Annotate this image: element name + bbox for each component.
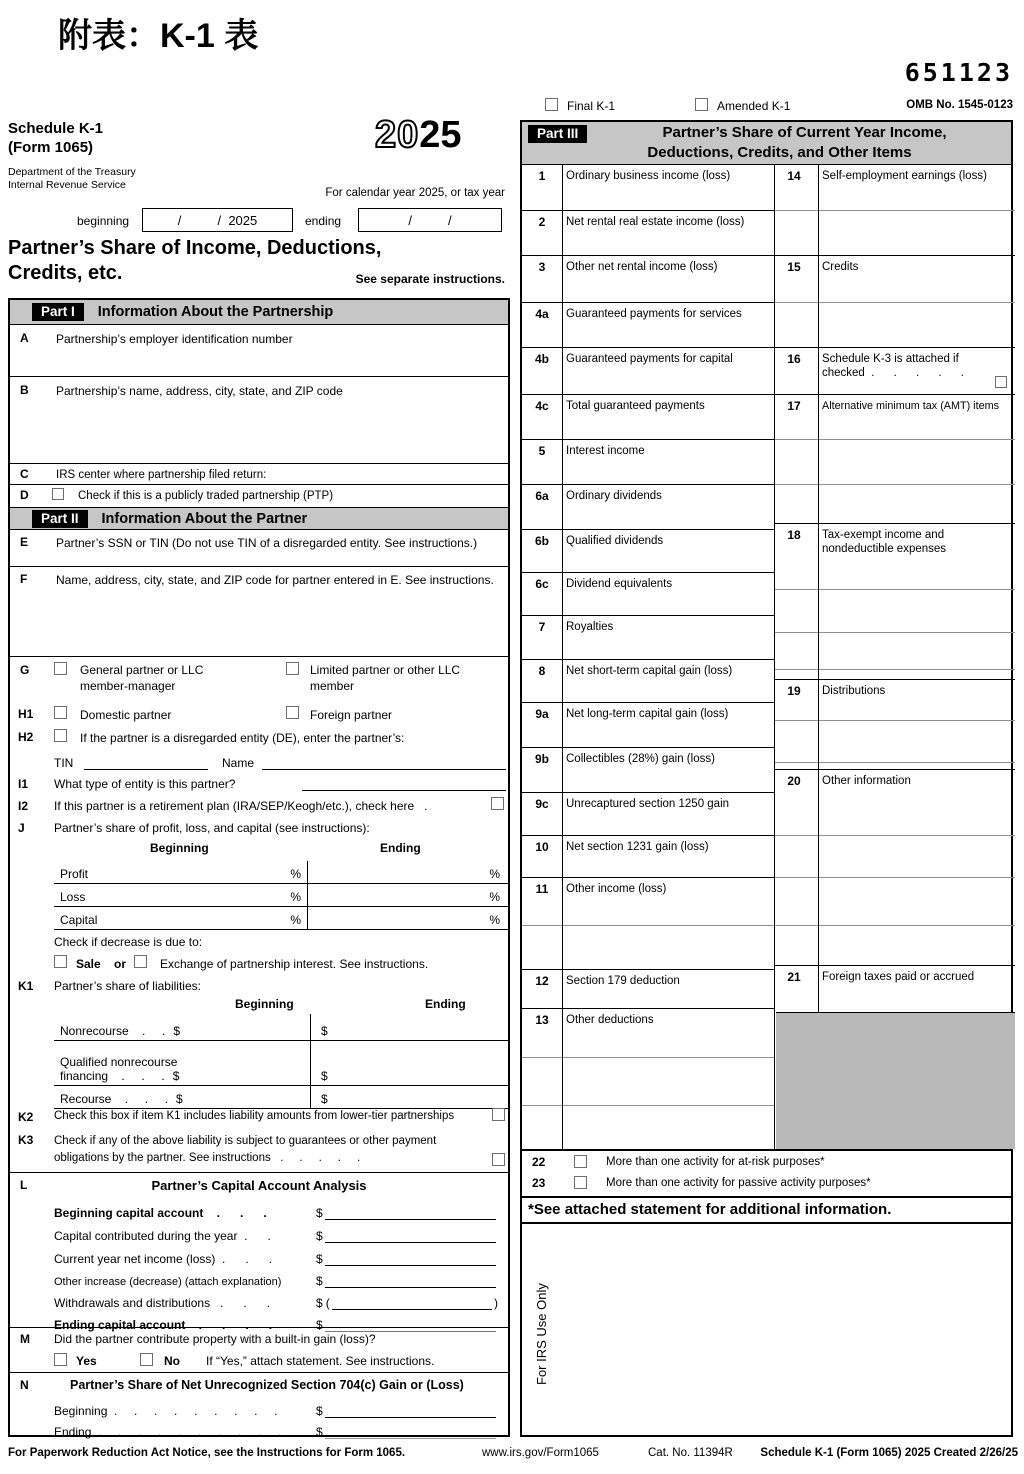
exchange-label: Exchange of partnership interest. See instructions. bbox=[160, 957, 429, 971]
item-number: 7 bbox=[538, 620, 546, 634]
beginning-capital-label: Beginning capital account . . . bbox=[54, 1206, 267, 1220]
ending-capital-label: Ending capital account . . . . bbox=[54, 1318, 273, 1332]
item-number: 14 bbox=[787, 169, 801, 183]
item-label: Net section 1231 gain (loss) bbox=[566, 841, 709, 853]
part3-item-20[interactable] bbox=[774, 769, 1015, 965]
divider-line bbox=[774, 835, 1015, 836]
qualified-nonrecourse-label-line1: Qualified nonrecourse bbox=[60, 1055, 178, 1069]
field-h2-label: If the partner is a disregarded entity (DE), enter the partner’s: bbox=[80, 731, 405, 745]
blank-field[interactable] bbox=[325, 1207, 496, 1220]
field-n-letter: N bbox=[20, 1378, 29, 1392]
dollar-sign: $ bbox=[321, 1069, 328, 1083]
item-label: Unrecaptured section 1250 gain bbox=[566, 798, 730, 810]
field-b-letter: B bbox=[20, 383, 29, 397]
field-c-row[interactable] bbox=[10, 464, 508, 485]
dollar-sign: $ bbox=[173, 1024, 181, 1038]
schedule-title: Schedule K-1 bbox=[8, 120, 104, 137]
item-label: Total guaranteed payments bbox=[566, 400, 705, 412]
no-label: No bbox=[164, 1354, 180, 1368]
current-year-income-label: Current year net income (loss) . . . bbox=[54, 1252, 273, 1266]
omb-number: OMB No. 1545-0123 bbox=[906, 99, 1013, 111]
form-code-number: 651123 bbox=[904, 58, 1013, 87]
item-number: 6a bbox=[535, 489, 549, 503]
item-label: Other information bbox=[822, 775, 911, 787]
j-beginning-header: Beginning bbox=[150, 841, 209, 855]
item-label: Qualified dividends bbox=[566, 535, 664, 547]
field-a-letter: A bbox=[20, 331, 29, 345]
percent-sign: % bbox=[489, 890, 500, 904]
section-704c-section bbox=[10, 1372, 508, 1437]
guarantees-checkbox[interactable] bbox=[492, 1153, 505, 1166]
part3-item-3[interactable] bbox=[522, 255, 774, 302]
item16-dots: checked . . . . . bbox=[822, 366, 964, 379]
item-number: 4b bbox=[534, 352, 549, 366]
item-label: Other net rental income (loss) bbox=[566, 261, 718, 273]
yes-label: Yes bbox=[76, 1354, 97, 1368]
qualified-nonrecourse-row[interactable] bbox=[54, 1041, 508, 1086]
tin-blank-field[interactable] bbox=[84, 769, 208, 770]
item-number: 1 bbox=[538, 169, 546, 183]
at-risk-checkbox[interactable] bbox=[574, 1155, 587, 1168]
item-label: Collectibles (28%) gain (loss) bbox=[566, 753, 715, 765]
k1-beginning-header: Beginning bbox=[235, 997, 294, 1011]
part3-item-8[interactable] bbox=[522, 659, 774, 702]
item-number: 10 bbox=[535, 840, 549, 854]
item-number: 15 bbox=[787, 260, 801, 274]
main-title-line1: Partner’s Share of Income, Deductions, bbox=[8, 237, 382, 259]
field-c-label: IRS center where partnership filed return: bbox=[56, 469, 267, 481]
capital-label: Capital bbox=[60, 913, 98, 927]
paren-open: ( bbox=[325, 1296, 330, 1310]
part3-item-12[interactable] bbox=[522, 969, 774, 1008]
dollar-sign: $ bbox=[176, 1092, 183, 1106]
item-label: Royalties bbox=[566, 621, 614, 633]
capital-account-section bbox=[10, 1172, 508, 1332]
part2-title: Information About the Partner bbox=[101, 510, 308, 527]
704c-beginning-row[interactable] bbox=[54, 1398, 498, 1418]
item-number: 21 bbox=[787, 970, 801, 984]
foreign-partner-label: Foreign partner bbox=[310, 708, 393, 722]
704c-ending-row[interactable] bbox=[54, 1419, 498, 1439]
item-number: 2 bbox=[538, 215, 546, 229]
field-l-letter: L bbox=[20, 1178, 28, 1192]
field-b-row[interactable] bbox=[10, 377, 508, 464]
domestic-partner-label: Domestic partner bbox=[80, 708, 172, 722]
part3-item-19[interactable] bbox=[774, 679, 1015, 769]
divider-line bbox=[774, 165, 775, 1149]
ending-date-box[interactable]: / / bbox=[358, 208, 502, 232]
blank-field[interactable] bbox=[325, 1275, 496, 1288]
qualified-nonrecourse-label-line2: financing . . . bbox=[60, 1069, 165, 1083]
profit-row[interactable] bbox=[54, 861, 508, 884]
field-m-letter: M bbox=[20, 1332, 30, 1346]
field-h2-letter: H2 bbox=[18, 730, 34, 744]
dollar-sign: $ bbox=[172, 1069, 180, 1083]
part3-title-line2: Deductions, Credits, and Other Items bbox=[647, 144, 912, 161]
divider-line bbox=[774, 589, 1015, 590]
decrease-due-label: Check if decrease is due to: bbox=[54, 935, 203, 949]
item-number: 16 bbox=[787, 352, 801, 366]
dollar-sign: $ bbox=[316, 1425, 323, 1439]
exchange-checkbox[interactable] bbox=[134, 955, 147, 968]
tax-year bbox=[375, 114, 462, 157]
field-j-letter: J bbox=[18, 821, 25, 835]
part3-container bbox=[520, 120, 1013, 1437]
nonrecourse-label: Nonrecourse . . bbox=[60, 1024, 166, 1038]
item-number: 4c bbox=[535, 399, 549, 413]
item-label: Other deductions bbox=[566, 1014, 654, 1026]
item-label: Net short-term capital gain (loss) bbox=[566, 665, 733, 677]
field-c-letter: C bbox=[20, 467, 29, 481]
j-ending-header: Ending bbox=[380, 841, 421, 855]
parts-1-2-container bbox=[8, 298, 510, 1437]
ptp-checkbox[interactable] bbox=[52, 488, 64, 500]
field-d-letter: D bbox=[20, 488, 29, 502]
dollar-sign: $ bbox=[316, 1274, 323, 1288]
irs-use-only-label: For IRS Use Only bbox=[534, 1283, 549, 1385]
part3-row-22 bbox=[522, 1149, 1011, 1173]
other-increase-row[interactable] bbox=[54, 1268, 498, 1288]
profit-label: Profit bbox=[60, 867, 89, 881]
divider-line bbox=[774, 484, 1015, 485]
part1-header-bar bbox=[10, 300, 508, 325]
nonrecourse-row[interactable] bbox=[54, 1014, 508, 1041]
divider-line bbox=[774, 302, 1015, 303]
field-i1-label: What type of entity is this partner? bbox=[54, 777, 236, 791]
beginning-date-box[interactable]: / / 2025 bbox=[142, 208, 293, 232]
irs-url: www.irs.gov/Form1065 bbox=[482, 1447, 599, 1459]
item-label: Ordinary business income (loss) bbox=[566, 170, 731, 182]
part3-item-17[interactable] bbox=[774, 394, 1015, 523]
part3-item-13[interactable] bbox=[522, 1008, 774, 1149]
item-label: Foreign taxes paid or accrued bbox=[822, 971, 975, 983]
item-label: Guaranteed payments for capital bbox=[566, 353, 733, 365]
at-risk-label: More than one activity for at-risk purposes* bbox=[606, 1156, 825, 1168]
field-k3-label: Check if any of the above liability is subject to guarantees or other payment obligations by the partner. See instructions . . . . . bbox=[54, 1135, 440, 1164]
capital-contributed-row[interactable] bbox=[54, 1223, 498, 1243]
loss-row[interactable] bbox=[54, 884, 508, 907]
part1-title: Information About the Partnership bbox=[97, 304, 334, 320]
divider-line bbox=[522, 1057, 774, 1058]
ending-label: ending bbox=[305, 214, 342, 228]
field-d-label: Check if this is a publicly traded partnership (PTP) bbox=[78, 490, 334, 502]
see-separate-instructions: See separate instructions. bbox=[355, 272, 505, 286]
item-label: Net rental real estate income (loss) bbox=[566, 216, 745, 228]
field-k2-letter: K2 bbox=[18, 1110, 34, 1124]
part3-item-11[interactable] bbox=[522, 877, 774, 969]
divider-line bbox=[774, 439, 1015, 440]
other-increase-label: Other increase (decrease) (attach explanation) bbox=[54, 1276, 282, 1288]
disregarded-entity-checkbox[interactable] bbox=[54, 729, 67, 742]
field-a-label: Partnership’s employer identification number bbox=[56, 332, 293, 346]
footer-form-id: Schedule K-1 (Form 1065) 2025 Created 2/26/25 bbox=[760, 1447, 1018, 1459]
item-label: Tax-exempt income and nondeductible expenses bbox=[822, 529, 947, 555]
paren-close: ) bbox=[494, 1296, 498, 1310]
part2-badge: Part II bbox=[32, 510, 88, 528]
passive-activity-checkbox[interactable] bbox=[574, 1176, 587, 1189]
lower-tier-checkbox[interactable] bbox=[492, 1108, 505, 1121]
divider-line bbox=[522, 1105, 774, 1106]
limited-partner-checkbox[interactable] bbox=[286, 662, 299, 675]
percent-sign: % bbox=[489, 867, 500, 881]
part3-item-4c[interactable] bbox=[522, 394, 774, 439]
field-k1-label: Partner’s share of liabilities: bbox=[54, 979, 201, 993]
dept-treasury: Department of the Treasury bbox=[8, 166, 136, 178]
divider-line bbox=[774, 877, 1015, 878]
item-number: 9b bbox=[534, 752, 549, 766]
dollar-sign: $ bbox=[321, 1092, 328, 1106]
field-k1-letter: K1 bbox=[18, 979, 34, 993]
field-d-row bbox=[10, 485, 508, 507]
item-label: Schedule K-3 is attached if checked . . . . . bbox=[822, 353, 964, 379]
form-number: (Form 1065) bbox=[8, 139, 94, 156]
part3-item-18[interactable] bbox=[774, 523, 1015, 679]
dollar-sign: $ bbox=[316, 1206, 323, 1220]
item-label: Section 179 deduction bbox=[566, 975, 680, 987]
item-number: 20 bbox=[787, 774, 801, 788]
dollar-sign: $ bbox=[316, 1296, 323, 1310]
item-number: 8 bbox=[538, 664, 546, 678]
sale-label: Sale bbox=[76, 957, 101, 971]
profit-loss-capital-table bbox=[54, 861, 508, 930]
chinese-page-title: 附表：K-1 表 bbox=[58, 17, 259, 55]
divider-line bbox=[774, 669, 1015, 670]
part3-item-6a[interactable] bbox=[522, 484, 774, 529]
see-attached-row bbox=[522, 1196, 1011, 1222]
limited-partner-label: Limited partner or other LLC member bbox=[310, 663, 461, 693]
irs-use-only-box bbox=[522, 1222, 1011, 1439]
if-yes-note: If “Yes,” attach statement. See instructions. bbox=[206, 1354, 435, 1368]
divider-line bbox=[774, 762, 1015, 763]
builtin-gain-yes-checkbox[interactable] bbox=[54, 1353, 67, 1366]
blank-field[interactable] bbox=[325, 1426, 496, 1439]
current-year-income-row[interactable] bbox=[54, 1246, 498, 1266]
part3-item-16[interactable] bbox=[774, 347, 1015, 394]
recourse-label: Recourse . . . bbox=[60, 1092, 169, 1106]
builtin-gain-no-checkbox[interactable] bbox=[140, 1353, 153, 1366]
item-number: 3 bbox=[538, 260, 546, 274]
name-blank-field[interactable] bbox=[262, 769, 506, 770]
part1-badge: Part I bbox=[32, 303, 84, 321]
item-number: 6c bbox=[535, 577, 549, 591]
beginning-label: beginning bbox=[77, 214, 130, 228]
field-a-row[interactable] bbox=[10, 325, 508, 377]
divider-line bbox=[774, 925, 1015, 926]
part3-item-2[interactable] bbox=[522, 210, 774, 255]
item-label: Distributions bbox=[822, 685, 886, 697]
part3-item-5[interactable] bbox=[522, 439, 774, 484]
item-number: 9c bbox=[535, 797, 549, 811]
field-k3-letter: K3 bbox=[18, 1133, 34, 1147]
built-in-gain-section bbox=[10, 1327, 508, 1372]
tin-label: TIN bbox=[54, 756, 74, 770]
dollar-sign: $ bbox=[316, 1229, 323, 1243]
item-number: 19 bbox=[787, 684, 801, 698]
part3-item-1[interactable] bbox=[522, 165, 774, 210]
amended-k1-label: Amended K-1 bbox=[717, 99, 791, 113]
fields-g-to-k3-section bbox=[10, 657, 508, 1172]
dollar-sign: $ bbox=[321, 1024, 328, 1038]
field-g-letter: G bbox=[20, 663, 30, 677]
percent-sign: % bbox=[290, 890, 301, 904]
shaded-unused-area bbox=[776, 1012, 1016, 1149]
704c-beginning-label: Beginning . . . . . . . . . bbox=[54, 1404, 278, 1418]
blank-field[interactable] bbox=[325, 1230, 496, 1243]
item-number: 9a bbox=[535, 707, 549, 721]
item-number: 23 bbox=[532, 1176, 546, 1190]
part3-item-9b[interactable] bbox=[522, 747, 774, 792]
domestic-partner-checkbox[interactable] bbox=[54, 706, 67, 719]
704c-ending-label: Ending . . . . . . . . . . bbox=[54, 1425, 282, 1439]
main-title-line2: Credits, etc. bbox=[8, 262, 123, 284]
dollar-sign: $ bbox=[316, 1404, 323, 1418]
part3-title-line1: Partner’s Share of Current Year Income, bbox=[662, 124, 947, 141]
dollar-sign: $ bbox=[316, 1252, 323, 1266]
foreign-partner-checkbox[interactable] bbox=[286, 706, 299, 719]
item-number: 5 bbox=[538, 444, 546, 458]
catalog-number: Cat. No. 11394R bbox=[648, 1447, 733, 1459]
part3-item-9a[interactable] bbox=[522, 702, 774, 747]
beginning-capital-row[interactable] bbox=[54, 1200, 498, 1220]
field-e-letter: E bbox=[20, 535, 29, 549]
liabilities-table bbox=[54, 1014, 508, 1109]
withdrawals-row[interactable] bbox=[54, 1290, 498, 1310]
item-label: Credits bbox=[822, 261, 859, 273]
section-704c-title: Partner’s Share of Net Unrecognized Section 704(c) Gain or (Loss) bbox=[70, 1378, 464, 1392]
item-label: Alternative minimum tax (AMT) items bbox=[822, 400, 999, 412]
field-j-label: Partner’s share of profit, loss, and capital (see instructions): bbox=[54, 821, 370, 835]
final-k1-label: Final K-1 bbox=[567, 99, 616, 113]
divider-line bbox=[818, 165, 819, 1012]
or-label: or bbox=[114, 957, 126, 971]
general-partner-checkbox[interactable] bbox=[54, 662, 67, 675]
passive-activity-label: More than one activity for passive activity purposes* bbox=[606, 1177, 871, 1189]
tax-year-bold: 25 bbox=[419, 114, 462, 156]
recourse-row[interactable] bbox=[54, 1086, 508, 1109]
item-number: 12 bbox=[535, 974, 549, 988]
item-number: 17 bbox=[787, 399, 801, 413]
item-label: Self-employment earnings (loss) bbox=[822, 170, 987, 182]
blank-field[interactable] bbox=[325, 1405, 496, 1418]
blank-field[interactable] bbox=[332, 1297, 492, 1310]
name-label: Name bbox=[222, 756, 255, 770]
capital-contributed-label: Capital contributed during the year . . bbox=[54, 1229, 271, 1243]
item-number: 6b bbox=[534, 534, 549, 548]
divider-line bbox=[774, 720, 1015, 721]
field-i2-label: If this partner is a retirement plan (IRA/SEP/Keogh/etc.), check here . bbox=[54, 799, 428, 813]
part3-item-21[interactable] bbox=[774, 965, 1015, 1012]
k1-ending-header: Ending bbox=[425, 997, 466, 1011]
item-label: Guaranteed payments for services bbox=[566, 308, 742, 320]
paperwork-reduction-notice: For Paperwork Reduction Act Notice, see the Instructions for Form 1065. bbox=[8, 1447, 406, 1459]
field-h1-letter: H1 bbox=[18, 707, 34, 721]
item-number: 4a bbox=[535, 307, 549, 321]
see-attached-statement: *See attached statement for additional information. bbox=[528, 1201, 892, 1218]
part3-item-4b[interactable] bbox=[522, 347, 774, 394]
schedule-k3-checkbox[interactable] bbox=[995, 376, 1007, 388]
part3-row-23 bbox=[522, 1173, 1011, 1196]
irs-label: Internal Revenue Service bbox=[8, 179, 126, 191]
calendar-year-line: For calendar year 2025, or tax year bbox=[325, 187, 505, 199]
field-b-label: Partnership’s name, address, city, state, and ZIP code bbox=[56, 384, 343, 398]
part3-item-10[interactable] bbox=[522, 835, 774, 877]
retirement-plan-checkbox[interactable] bbox=[491, 797, 504, 810]
final-k1-checkbox[interactable] bbox=[545, 98, 558, 111]
capital-row[interactable] bbox=[54, 907, 508, 930]
entity-type-blank-field[interactable] bbox=[302, 790, 506, 791]
field-i2-letter: I2 bbox=[18, 799, 29, 813]
part3-header-bar bbox=[522, 122, 1011, 165]
dollar-sign: $ bbox=[316, 1318, 323, 1332]
item-number: 13 bbox=[535, 1013, 549, 1027]
part3-item-6c[interactable] bbox=[522, 572, 774, 615]
item-label: Interest income bbox=[566, 445, 645, 457]
sale-checkbox[interactable] bbox=[54, 955, 67, 968]
item-number: 18 bbox=[787, 528, 801, 542]
capital-account-title: Partner’s Capital Account Analysis bbox=[151, 1178, 367, 1193]
divider-line bbox=[562, 165, 563, 1149]
part3-item-4a[interactable] bbox=[522, 302, 774, 347]
divider-line bbox=[522, 925, 774, 926]
part2-header-bar bbox=[10, 507, 508, 530]
amended-k1-checkbox[interactable] bbox=[695, 98, 708, 111]
field-k2-label: Check this box if item K1 includes liability amounts from lower-tier partnerships bbox=[54, 1110, 455, 1122]
field-f-row[interactable] bbox=[10, 567, 508, 657]
field-f-letter: F bbox=[20, 572, 28, 586]
percent-sign: % bbox=[290, 913, 301, 927]
item-label: Ordinary dividends bbox=[566, 490, 662, 502]
percent-sign: % bbox=[290, 867, 301, 881]
part3-item-15[interactable] bbox=[774, 255, 1015, 347]
item-number: 22 bbox=[532, 1155, 546, 1169]
item-number: 11 bbox=[535, 882, 549, 896]
field-e-label: Partner’s SSN or TIN (Do not use TIN of a disregarded entity. See instructions.) bbox=[56, 536, 478, 550]
item-label: Dividend equivalents bbox=[566, 578, 673, 590]
field-e-row[interactable] bbox=[10, 530, 508, 567]
withdrawals-label: Withdrawals and distributions . . . bbox=[54, 1296, 271, 1310]
blank-field[interactable] bbox=[325, 1253, 496, 1266]
general-partner-label: General partner or LLC member-manager bbox=[80, 663, 204, 693]
loss-label: Loss bbox=[60, 890, 86, 904]
field-m-label: Did the partner contribute property with a built-in gain (loss)? bbox=[54, 1332, 376, 1346]
item-label: Net long-term capital gain (loss) bbox=[566, 708, 729, 720]
divider-line bbox=[774, 632, 1015, 633]
field-i1-letter: I1 bbox=[18, 777, 29, 791]
tax-year-outline: 20 bbox=[375, 114, 420, 156]
part3-item-9c[interactable] bbox=[522, 792, 774, 835]
item-label: Other income (loss) bbox=[566, 883, 667, 895]
part3-item-7[interactable] bbox=[522, 615, 774, 659]
divider-line bbox=[774, 210, 1015, 211]
part3-badge: Part III bbox=[528, 125, 587, 143]
field-f-label: Name, address, city, state, and ZIP code for partner entered in E. See instructions. bbox=[56, 573, 494, 587]
percent-sign: % bbox=[489, 913, 500, 927]
part3-item-6b[interactable] bbox=[522, 529, 774, 572]
